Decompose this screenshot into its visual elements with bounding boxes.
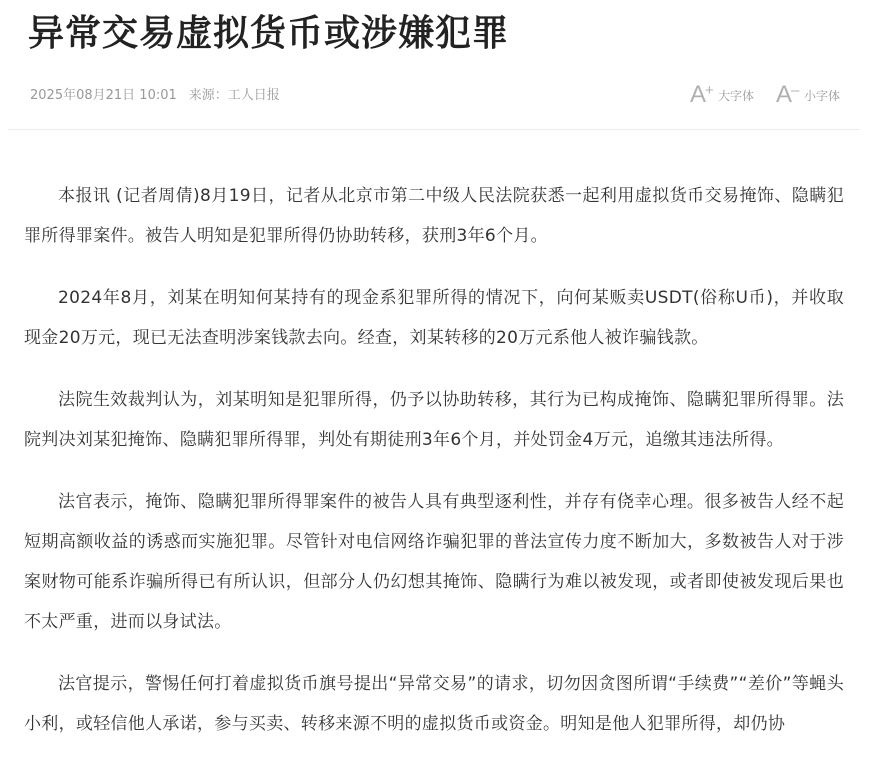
header-divider — [8, 129, 860, 130]
article-title: 异常交易虚拟货币或涉嫌犯罪 — [28, 13, 510, 54]
font-size-decrease-icon: A – — [775, 81, 800, 108]
paragraph: 本报讯 (记者周倩)8月19日，记者从北京市第二中级人民法院获悉一起利用虚拟货币交易掩饰、隐瞒犯罪所得罪案件。被告人明知是犯罪所得仍协助转移，获刑3年6个月。 — [24, 186, 844, 246]
paragraph: 法官表示，掩饰、隐瞒犯罪所得罪案件的被告人具有典型逐利性，并存有侥幸心理。很多被告人经不起短期高额收益的诱惑而实施犯罪。尽管针对电信网络诈骗犯罪的普法宣传力度不断加大，多数被告人对于涉案财物可能系诈骗所得已有所认识，但部分人仍幻想其掩饰、隐瞒行为难以被发现，或者即使被发现后果也不太严重，进而以身试法。 — [24, 492, 844, 632]
publish-date: 2025年08月21日 10:01 — [30, 88, 177, 103]
small-font-button[interactable] — [776, 82, 840, 108]
font-size-tools — [690, 82, 840, 108]
paragraph: 法官提示，警惕任何打着虚拟货币旗号提出“异常交易”的请求，切勿因贪图所谓“手续费”“差价”等蝇头小利，或轻信他人承诺，参与买卖、转移来源不明的虚拟货币或资金。明知是他人犯罪所得，却仍协 — [24, 674, 844, 734]
small-font-label: 小字体 — [803, 88, 840, 103]
font-size-increase-icon: A + — [689, 81, 714, 108]
large-font-button[interactable] — [690, 82, 754, 108]
article-body — [24, 176, 844, 766]
paragraph: 2024年8月，刘某在明知何某持有的现金系犯罪所得的情况下，向何某贩卖USDT(俗称U币)，并收取现金20万元，现已无法查明涉案钱款去向。经查，刘某转移的20万元系他人被诈骗钱款。 — [24, 288, 844, 348]
article-meta — [30, 86, 280, 106]
large-font-label: 大字体 — [717, 88, 754, 103]
article-source: 来源：工人日报 — [188, 88, 280, 103]
paragraph: 法院生效裁判认为，刘某明知是犯罪所得，仍予以协助转移，其行为已构成掩饰、隐瞒犯罪所得罪。法院判决刘某犯掩饰、隐瞒犯罪所得罪，判处有期徒刑3年6个月，并处罚金4万元，追缴其违法所得。 — [24, 390, 844, 450]
